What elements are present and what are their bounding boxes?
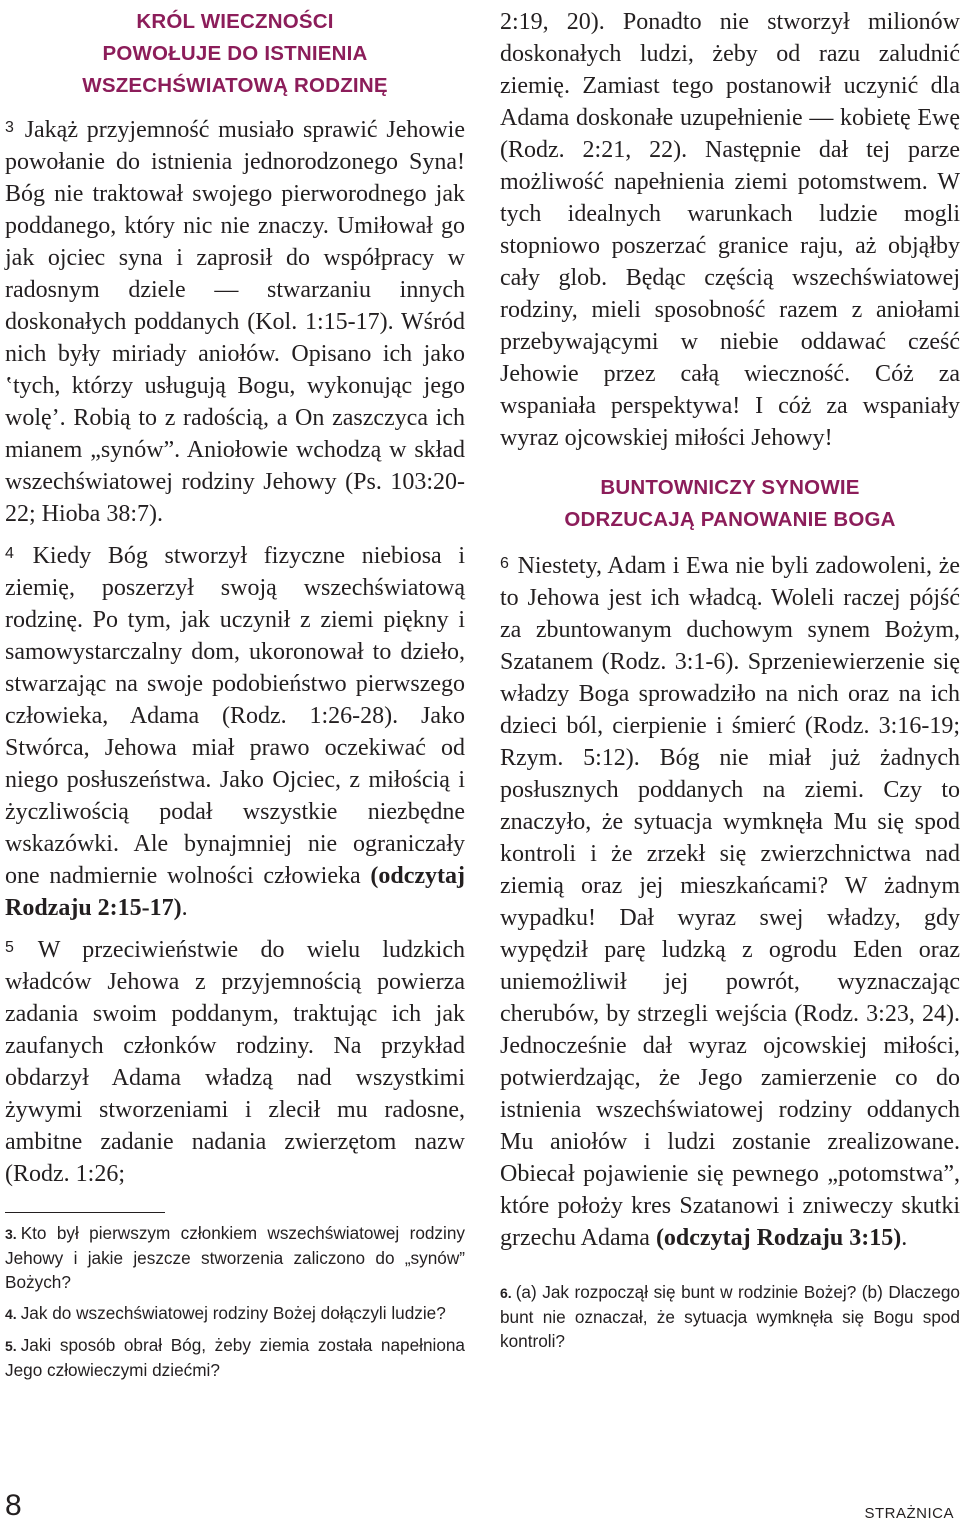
study-questions [5, 1221, 465, 1382]
heading-line: ODRZUCAJĄ PANOWANIE BOGA [564, 508, 896, 531]
paragraph-number: 5 [5, 939, 14, 956]
paragraph-5-continued: 2:19, 20). Ponadto nie stworzył milionów doskonałych ludzi, żeby od razu zaludnić ziemię. Zamiast tego postanowił uczynić dla Adama doskonałe uzupełnienie — kobietę Ewę (Rodz. 2:21, 22). Następnie dał tej parze możliwość napełnienia ziemi potomstwem. W tych idealnych warunkach ludzie mogli stopniowo poszerzać granice raju, aż objąłby cały glob. Będąc częścią wszechświatowej rodziny, mieli sposobność razem z aniołami przebywającymi w niebie oddawać cześć Jehowie przez całą wieczność. Cóż za wspaniała perspektywa! I cóż za wspaniały wyraz ojcowskiej miłości Jehowy! [500, 9, 960, 451]
study-question [500, 1280, 960, 1353]
right-column [500, 6, 960, 1360]
magazine-title: STRAŻNICA [864, 1505, 954, 1522]
footnote-divider [5, 1212, 165, 1213]
question-number: 4. [5, 1306, 17, 1322]
scripture-reference: (odczytaj Rodzaju 2:15-17) [5, 863, 465, 921]
paragraph-6 [500, 548, 960, 1254]
paragraph-text: W przeciwieństwie do wielu ludzkich władców Jehowa z przyjemnością powierza zadania swoim poddanym, traktując ich jak zaufanych członków rodziny. Na przykład obdarzył Adama władzą nad wszystkimi żywymi stworzeniami i zlecił mu radosne, ambitne zadanie nadania zwierzętom nazw (Rodz. 1:26; [5, 937, 465, 1187]
paragraph-end: . [181, 895, 188, 921]
paragraph-text: Jakąż przyjemność musiało sprawić Jehowie powołanie do istnienia jednorodzonego Syna! Bóg nie traktował swojego pierworodnego jak poddanego, który nic nie znaczy. Umiłował go jak ojciec syna i zaprosił do współpracy w radosnym dziele — stwarzaniu innych doskonałych poddanych (Kol. 1:15-17). Wśród nich były miriady aniołów. Opisano ich jako ‛tych, którzy usługują Bogu, wykonując jego wolę’. Robią to z radością, a On zaszczyca ich mianem „synów”. Aniołowie wchodzą w skład wszechświatowej rodziny Jehowy (Ps. 103:20-22; Hioba 38:7). [5, 117, 465, 527]
left-column [5, 6, 465, 1389]
study-question [5, 1301, 465, 1326]
section-heading-1 [5, 6, 465, 102]
question-text: (a) Jak rozpoczął się bunt w rodzinie Bożej? (b) Dlaczego bunt nie oznaczał, że sytuacja wymknęła się Bogu spod kontroli? [500, 1282, 960, 1351]
paragraph-4 [5, 538, 465, 924]
heading-line: WSZECHŚWIATOWĄ RODZINĘ [82, 74, 388, 97]
paragraph-number: 3 [5, 119, 14, 136]
paragraph-number: 4 [5, 545, 14, 562]
paragraph-text: Niestety, Adam i Ewa nie byli zadowoleni, że to Jehowa jest ich władcą. Woleli raczej pójść za zbuntowanym duchowym synem Bożym, Szatanem (Rodz. 3:1-6). Sprzeniewierzenie się władzy Boga sprowadziło na nich oraz na ich dzieci ból, cierpienie i śmierć (Rodz. 3:16-19; Rzym. 5:12). Bóg nie miał już żadnych posłusznych poddanych na ziemi. Czy to znaczyło, że sytuacja wymknęła Mu się spod kontroli i że zrzekł się zwierzchnictwa nad ziemią oraz jej mieszkańcami? W żadnym wypadku! Dał wyraz swej władzy, gdy wypędził parę ludzką z ogrodu Eden oraz uniemożliwił jej powrót, wyznaczając cherubów, by strzegli wejścia (Rodz. 3:23, 24). Jednocześnie dał wyraz ojcowskiej miłości, potwierdzając, że Jego zamierzenie co do istnienia wszechświatowej rodziny oddanych Mu aniołów i ludzi zostanie zrealizowane. Obiecał pojawienie się pewnego „potomstwa”, które położy kres Szatanowi i zniweczy skutki grzechu Adama [500, 553, 960, 1251]
question-number: 6. [500, 1285, 512, 1301]
study-questions [500, 1280, 960, 1353]
question-text: Jaki sposób obrał Bóg, żeby ziemia została napełniona Jego człowieczymi dziećmi? [5, 1335, 465, 1380]
heading-line: BUNTOWNICZY SYNOWIE [600, 476, 860, 499]
question-number: 5. [5, 1338, 17, 1354]
question-text: Kto był pierwszym członkiem wszechświatowej rodziny Jehowy i jakie jeszcze stworzenia zaliczono do „synów” Bożych? [5, 1223, 465, 1292]
heading-line: POWOŁUJE DO ISTNIENIA [102, 42, 368, 65]
page-number: 8 [5, 1489, 22, 1522]
section-heading-2 [500, 472, 960, 536]
question-text: Jak do wszechświatowej rodziny Bożej dołączyli ludzie? [20, 1303, 446, 1323]
paragraph-text: Kiedy Bóg stworzył fizyczne niebiosa i ziemię, poszerzył swoją wszechświatową rodzinę. Po tym, jak uczynił z ziemi piękny i samowystarczalny dom, ukoronował to dzieło, stwarzając na swoje podobieństwo pierwszego człowieka, Adama (Rodz. 1:26-28). Jako Stwórca, Jehowa miał prawo oczekiwać od niego posłuszeństwa. Jako Ojciec, z miłością i życzliwością podał wszystkie niezbędne wskazówki. Ale bynajmniej nie ograniczały one nadmiernie wolności człowieka [5, 543, 466, 889]
question-number: 3. [5, 1226, 17, 1242]
paragraph-number: 6 [500, 555, 509, 572]
scripture-reference: (odczytaj Rodzaju 3:15) [655, 1225, 902, 1251]
study-question [5, 1333, 465, 1382]
study-question [5, 1221, 465, 1294]
paragraph-end: . [901, 1225, 908, 1251]
paragraph-5 [5, 932, 465, 1190]
paragraph-3 [5, 112, 465, 530]
heading-line: KRÓL WIECZNOŚCI [136, 10, 334, 33]
